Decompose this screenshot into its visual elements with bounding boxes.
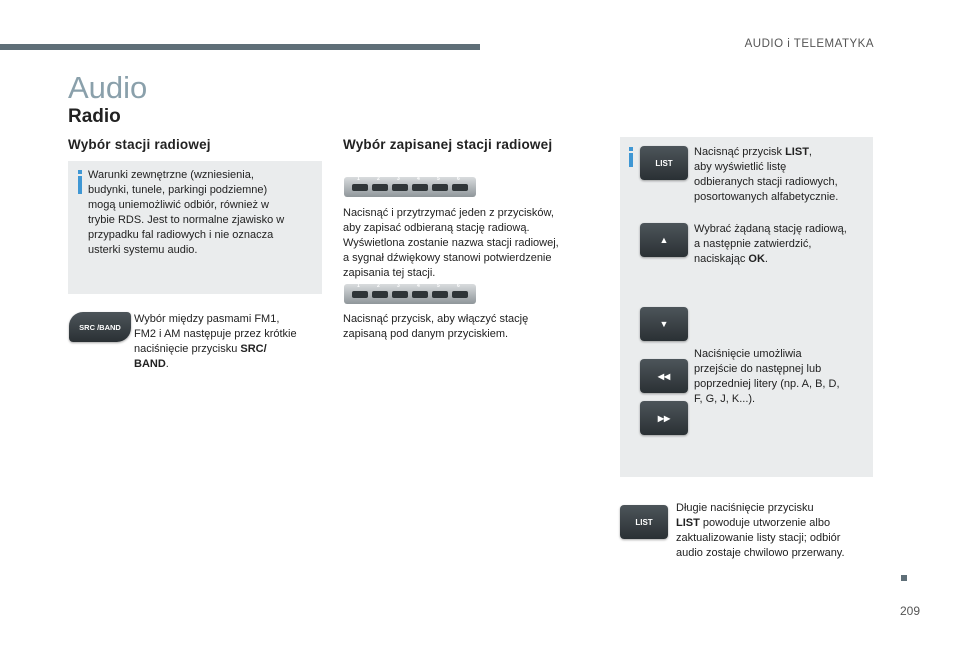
preset-keys-strip <box>344 177 476 197</box>
preset-key-1[interactable]: 1 <box>352 184 368 191</box>
up-arrow-icon: ▲ <box>659 235 669 245</box>
preset-key-6[interactable]: 6 <box>452 291 468 298</box>
src-band-button[interactable]: SRC /BAND <box>69 312 131 342</box>
store-text: Nacisnąć i przytrzymać jeden z przycisków, aby zapisać odbieraną stację radiową. Wyświetlona zostanie nazwa stacji radiowej, a sygnał dźwiękowy stanowi potwierdzenie zapisania tej stacji. <box>343 207 559 279</box>
preset-keys-strip-2 <box>344 284 476 304</box>
preset-key-1[interactable]: 1 <box>352 291 368 298</box>
page-number: 209 <box>900 604 921 618</box>
preset-key-2[interactable]: 2 <box>372 291 388 298</box>
info-icon <box>78 170 82 194</box>
down-arrow-button[interactable] <box>640 307 688 341</box>
preset-key-3[interactable]: 3 <box>392 291 408 298</box>
preset-key-5[interactable]: 5 <box>432 184 448 191</box>
previous-letter-button[interactable] <box>640 359 688 393</box>
page-marker <box>901 575 907 581</box>
info-icon <box>629 147 633 167</box>
page-title: Audio <box>68 70 148 105</box>
page-subtitle: Radio <box>68 106 121 127</box>
middle-heading: Wybór zapisanej stacji radiowej <box>343 137 553 152</box>
list-button-long-press[interactable]: LIST <box>620 505 668 539</box>
preset-key-3[interactable]: 3 <box>392 184 408 191</box>
up-arrow-button[interactable] <box>640 223 688 257</box>
preset-key-4[interactable]: 4 <box>412 184 428 191</box>
preset-key-5[interactable]: 5 <box>432 291 448 298</box>
preset-key-6[interactable]: 6 <box>452 184 468 191</box>
band-text: Wybór między pasmami FM1, FM2 i AM następuje przez krótkie naciśnięcie przycisku SRC/ BAND. <box>134 313 297 370</box>
rewind-icon: ◀◀ <box>657 371 671 381</box>
fast-forward-icon: ▶▶ <box>657 413 671 423</box>
section-title: AUDIO i TELEMATYKA <box>744 38 874 50</box>
down-arrow-icon: ▼ <box>659 319 669 329</box>
preset-key-2[interactable]: 2 <box>372 184 388 191</box>
info-note-text: Warunki zewnętrzne (wzniesienia, budynki, tunele, parkingi podziemne) mogą uniemożliwić odbiór, również w trybie RDS. Jest to normalne zjawisko w przypadku fal radiowych i nie oznacza usterki systemu audio. <box>88 169 285 256</box>
preset-key-4[interactable]: 4 <box>412 291 428 298</box>
list-button[interactable]: LIST <box>640 146 688 180</box>
select-text: Wybrać żądaną stację radiową, a następnie zatwierdzić, naciskając OK. <box>694 223 847 265</box>
top-rule <box>0 44 480 50</box>
left-heading: Wybór stacji radiowej <box>68 137 211 152</box>
letter-text: Naciśnięcie umożliwia przejście do następnej lub poprzedniej litery (np. A, B, D, F, G, J, K...). <box>694 348 840 405</box>
long-press-text: Długie naciśnięcie przycisku LIST powoduje utworzenie albo zaktualizowanie listy stacji; odbiór audio zostaje chwilowo przerwany. <box>676 502 845 559</box>
recall-text: Nacisnąć przycisk, aby włączyć stację zapisaną pod danym przyciskiem. <box>343 313 529 340</box>
list-text: Nacisnąć przycisk LIST, aby wyświetlić listę odbieranych stacji radiowych, posortowanych alfabetycznie. <box>694 146 839 203</box>
next-letter-button[interactable] <box>640 401 688 435</box>
